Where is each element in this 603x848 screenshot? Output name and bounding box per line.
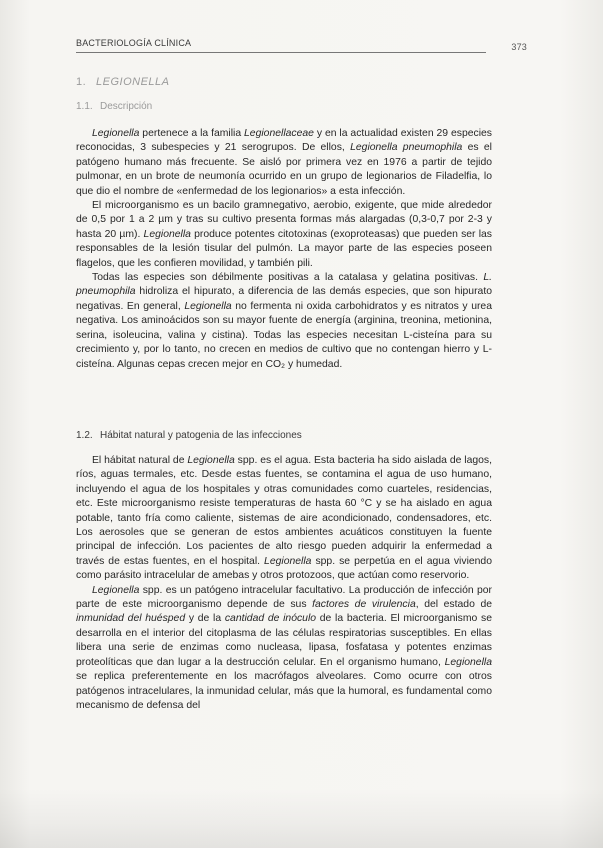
text-run: Todas las especies son débilmente positivas a la catalasa y gelatina positivas. (92, 272, 484, 284)
italic-run: Legionella (444, 656, 492, 668)
description-body (76, 127, 492, 372)
italic-run: Legionella (187, 455, 235, 466)
text-run: no fermenta ni oxida carbohidratos y es nitratos y urea negativa. Los aminoácidos son su mayor fuente de energía (arginina, treonina, metionina, serina, isoleucina, valina y cistina). Todas las especies necesitan L-cisteína para su crecimiento y, por lo tanto, no crecen en medios de cultivo que no contengan hierro y L-cisteína. Algunas cepas crecen mejor en CO₂ y humedad. (76, 300, 492, 370)
section-number: 1. (76, 76, 87, 88)
subsection-number: 1.2. (76, 430, 93, 441)
scan-shadow (0, 788, 603, 848)
text-run: spp. es el agua. Esta bacteria ha sido aislada de lagos, ríos, aguas termales, etc. Desde estas fuentes, se contamina el agua de uso humano, incluyendo el agua de los hospitales y otras comunidades como cuarteles, residencias, etc. Este microorganismo resiste temperaturas de hasta 60 °C y se ha aislado en agua potable, tanto fría como caliente, sistemas de aire acondicionado, condensadores, etc. Los aerosoles que se generan de estos ambientes acuáticos constituyen la fuente principal de infección. Los pacientes de alto riesgo pueden adquirir la enfermedad a través de estas fuentes, en el hospital. (76, 455, 493, 567)
text-run: hidroliza el hipurato, a diferencia de las demás especies, que son hipurato negativas. En general, (76, 286, 492, 312)
subsection-heading-description (76, 101, 152, 112)
subsection-heading-habitat (76, 430, 302, 441)
text-run: El microorganismo es un bacilo gramnegativo, aerobio, exigente, que mide alrededor de 0,5 por 1 a 2 µm y tras su cultivo presenta formas más alargadas (0,3-0,7 por 2-3 y hasta 20 µm). (76, 200, 492, 240)
text-run: spp. se perpetúa en el agua viviendo como parásito intracelular de amebas y otros protozoos, que actúan como reservorio. (76, 555, 492, 582)
running-header (76, 38, 527, 56)
section-title: LEGIONELLA (96, 76, 170, 88)
italic-run: Legionella (264, 555, 312, 567)
text-run: El hábitat natural de (92, 455, 188, 466)
text-run: pertenece a la familia (139, 128, 245, 139)
paragraph (76, 454, 492, 584)
paragraph (76, 584, 492, 714)
section-heading (76, 76, 169, 88)
page-number: 373 (511, 42, 527, 52)
text-run: es el patógeno humano más frecuente. Se aisló por primera vez en 1976 a partir de tejido pulmonar, en un brote de neumonía ocurrido en un grupo de legionarios de Filadelfia, lo que dio el nombre de «enfermedad de los legionarios» a esta infección. (76, 142, 492, 197)
italic-run: Legionellaceae (244, 128, 314, 139)
italic-run: Legionella (184, 300, 232, 312)
text-run: se replica preferentemente en los macrófagos alveolares. Como ocurre con otros patógenos intracelulares, la inmunidad celular, más que la humoral, es fundamental como mecanismo de defensa del (76, 671, 492, 711)
habitat-body (76, 454, 492, 713)
italic-run: factores de virulencia (312, 599, 416, 611)
subsection-number: 1.1. (76, 101, 93, 112)
text-run: , del estado de (415, 599, 493, 611)
subsection-title: Hábitat natural y patogenia de las infecciones (100, 430, 302, 441)
text-run: spp. es un patógeno intracelular facultativo. La producción de infección por parte de este microorganismo depende de sus (76, 584, 492, 611)
header-rule (76, 52, 486, 53)
italic-run: Legionella (92, 128, 140, 139)
italic-run: Legionella (92, 584, 140, 596)
paragraph (76, 271, 492, 372)
running-title: BACTERIOLOGÍA CLÍNICA (76, 38, 192, 48)
paragraph (76, 199, 492, 271)
text-run: de la bacteria. El microorganismo se desarrolla en el interior del citoplasma de las células respiratorias susceptibles. En ellas libera una serie de enzimas como nucleasa, lipasa, fosfatasa y potentes enzimas proteolíticas que dan lugar a la destrucción celular. En el organismo humano, (76, 613, 493, 668)
text-run: y de la (185, 613, 225, 625)
italic-run: inmunidad del huésped (76, 613, 186, 625)
text-run: y en la actualidad existen 29 especies reconocidas, 3 subespecies y 21 serogrupos. De ellos, (76, 128, 492, 154)
italic-run: L. pneumophila (76, 272, 492, 298)
italic-run: cantidad de inóculo (224, 613, 317, 625)
text-run: produce potentes citotoxinas (exoproteasas) que pueden ser las responsables de la lesión tisular del pulmón. La mayor parte de las especies poseen flagelos, que les confieren movilidad, y también pili. (76, 228, 492, 269)
italic-run: Legionella (143, 228, 191, 240)
paragraph (76, 127, 492, 199)
subsection-title: Descripción (100, 101, 153, 112)
italic-run: Legionella pneumophila (350, 142, 463, 154)
